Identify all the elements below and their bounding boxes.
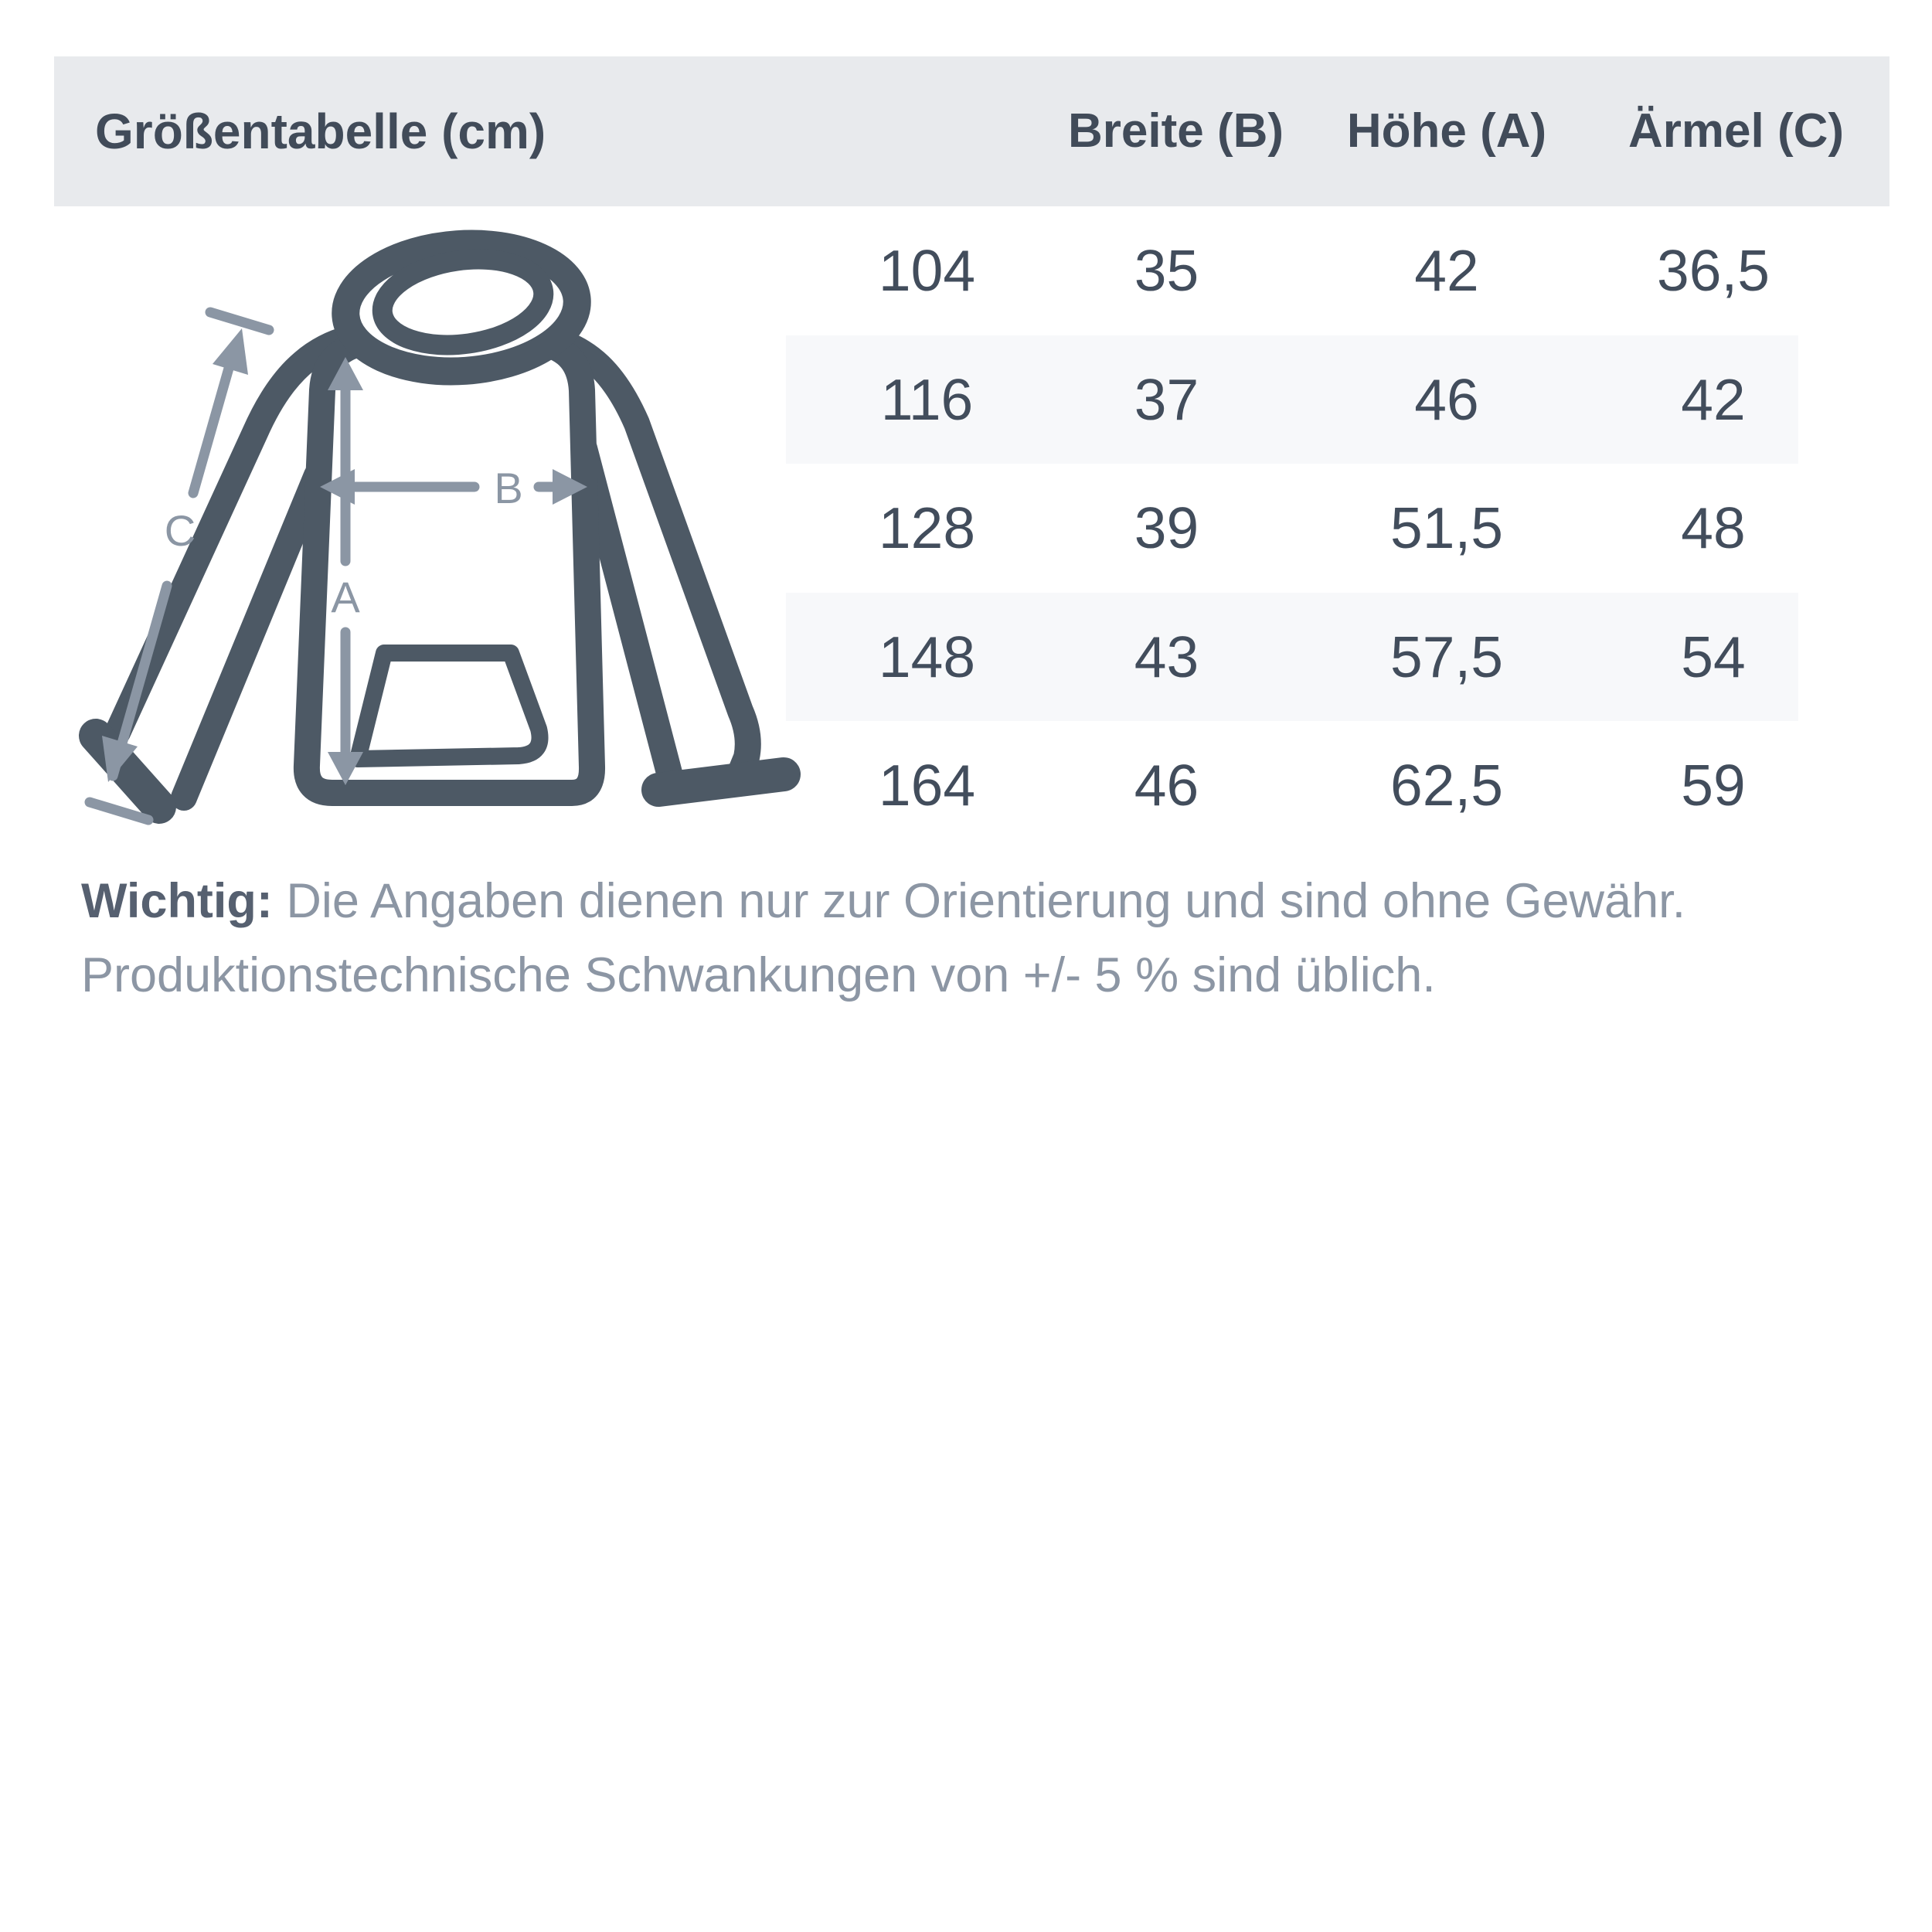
aermel-value: 48 [1681,495,1746,561]
table-row [786,335,1798,464]
aermel-value: 59 [1681,753,1746,818]
label-a: A [331,573,360,621]
footer-line-2: Produktionstechnische Schwankungen von +/- 5 % sind üblich. [81,948,1436,1002]
table-row [786,206,1798,335]
table-row [786,464,1798,593]
kangaroo-pocket [358,653,540,759]
size-value: 116 [880,366,974,432]
hoehe-value: 51,5 [1390,495,1503,561]
label-c: C [164,506,196,555]
hoehe-value: 62,5 [1390,753,1503,818]
breite-value: 46 [1134,753,1199,818]
column-header-aermel: Ärmel (C) [1628,104,1845,158]
table-column-headers [786,56,1845,206]
aermel-value: 36,5 [1657,238,1770,303]
table-row [786,593,1798,722]
hoehe-value: 57,5 [1390,624,1503,689]
size-value: 104 [878,238,976,303]
table-header-bar [54,56,1889,206]
size-value: 148 [878,624,976,689]
aermel-value: 42 [1681,366,1746,432]
column-header-breite: Breite (B) [1068,104,1284,158]
footer-line-1-text: Die Angaben dienen nur zur Orientierung und sind ohne Gewähr. [272,874,1686,928]
c-dimension-tick-top [210,312,269,330]
hoehe-value: 42 [1414,238,1479,303]
hoehe-value: 46 [1414,366,1479,432]
size-chart-title: Größentabelle (cm) [95,104,546,159]
footer-note [81,864,1874,1012]
breite-value: 39 [1134,495,1199,561]
label-b: B [494,464,523,512]
size-value: 128 [878,495,976,561]
size-table [786,206,1889,850]
footer-line-1 [81,864,1874,938]
c-arrowhead-top [213,328,248,375]
column-header-hoehe: Höhe (A) [1346,104,1547,158]
breite-value: 35 [1134,238,1199,303]
size-value: 164 [878,753,976,818]
aermel-value: 54 [1681,624,1746,689]
breite-value: 37 [1134,366,1199,432]
hoodie-measurement-diagram [46,216,804,896]
right-cuff [658,774,784,790]
table-row [786,721,1798,850]
footer-bold-prefix: Wichtig: [81,874,273,928]
breite-value: 43 [1134,624,1199,689]
column-header-spacer [786,56,1068,206]
